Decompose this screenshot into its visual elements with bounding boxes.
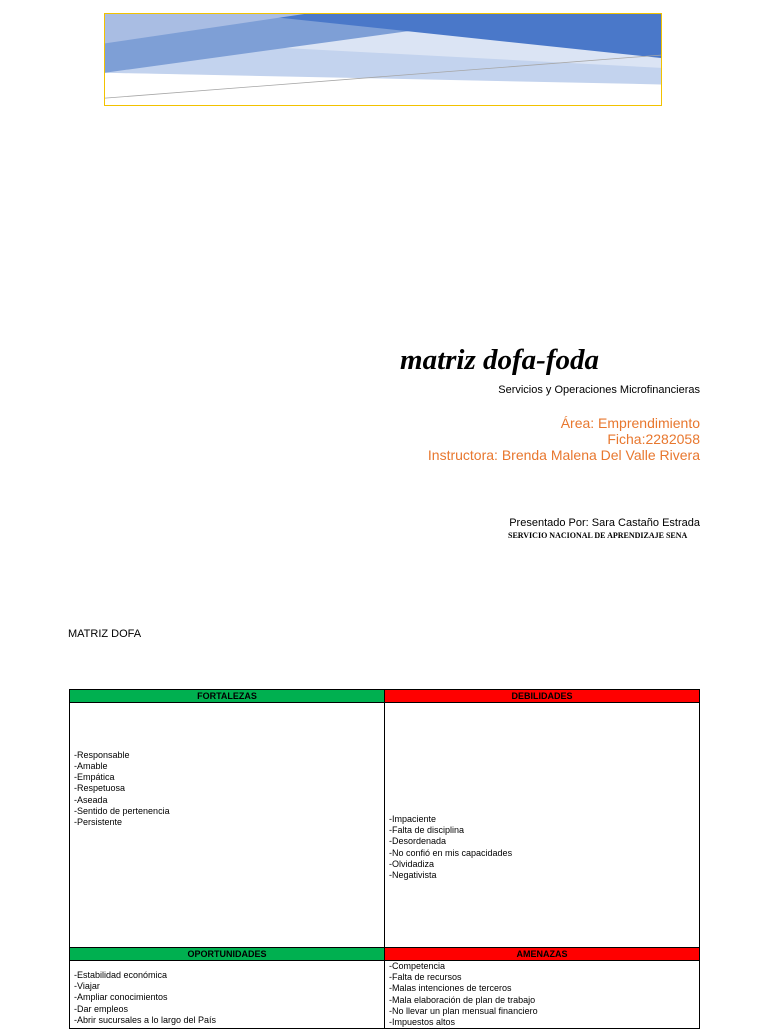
instructor-line: Instructora: Brenda Malena Del Valle Rivera	[427, 447, 700, 463]
fortalezas-item: -Empática	[74, 772, 115, 783]
oportunidades-list	[70, 970, 384, 1026]
fortalezas-item: -Aseada	[74, 794, 108, 805]
cover-banner	[104, 13, 662, 106]
author-line: Presentado Por: Sara Castaño Estrada	[509, 517, 700, 529]
fortalezas-item: -Responsable	[74, 749, 130, 760]
oportunidades-cell	[70, 961, 385, 1029]
institution-name: SERVICIO NACIONAL DE APRENDIZAJE SENA	[508, 531, 688, 540]
debilidades-cell	[385, 703, 700, 948]
amenazas-list	[385, 961, 699, 1028]
amenazas-item: -Competencia	[389, 961, 446, 971]
matrix-section-title: MATRIZ DOFA	[68, 628, 142, 640]
amenazas-item: -Malas intenciones de terceros	[389, 983, 512, 994]
fortalezas-cell	[70, 703, 385, 948]
oportunidades-item: -Estabilidad económica	[74, 970, 168, 980]
fortalezas-item: -Persistente	[74, 817, 123, 827]
debilidades-item: -Negativista	[389, 869, 437, 880]
debilidades-item: -Desordenada	[389, 836, 447, 847]
ficha-line: Ficha:2282058	[607, 431, 700, 447]
fortalezas-item: -Sentido de pertenencia	[74, 805, 170, 816]
fortalezas-header: FORTALEZAS	[70, 690, 385, 703]
oportunidades-item: -Dar empleos	[74, 1003, 129, 1014]
oportunidades-item: -Viajar	[74, 981, 100, 992]
document-subtitle: Servicios y Operaciones Microfinancieras	[498, 384, 700, 396]
area-line: Área: Emprendimiento	[560, 415, 700, 431]
debilidades-list	[385, 814, 699, 881]
decorative-banner-graphic	[105, 14, 661, 105]
course-info	[428, 415, 700, 463]
debilidades-item: -No confió en mis capacidades	[389, 847, 513, 858]
debilidades-item: -Falta de disciplina	[389, 825, 465, 836]
oportunidades-item: -Abrir sucursales a lo largo del País	[74, 1014, 217, 1025]
debilidades-header: DEBILIDADES	[385, 690, 700, 703]
oportunidades-header: OPORTUNIDADES	[70, 948, 385, 961]
oportunidades-item: -Ampliar conocimientos	[74, 992, 168, 1003]
debilidades-item: -Olvidadiza	[389, 858, 435, 869]
amenazas-item: -Falta de recursos	[389, 972, 462, 983]
amenazas-item: -Mala elaboración de plan de trabajo	[389, 994, 536, 1005]
amenazas-item: -No llevar un plan mensual financiero	[389, 1005, 538, 1016]
amenazas-cell	[385, 961, 700, 1029]
amenazas-item: -Impuestos altos	[389, 1017, 456, 1028]
fortalezas-list	[70, 750, 384, 828]
dofa-matrix-table	[69, 689, 700, 1029]
document-title: matriz dofa-foda	[400, 344, 599, 376]
fortalezas-item: -Amable	[74, 760, 108, 771]
fortalezas-item: -Respetuosa	[74, 783, 126, 794]
amenazas-header: AMENAZAS	[385, 948, 700, 961]
debilidades-item: -Impaciente	[389, 813, 437, 824]
